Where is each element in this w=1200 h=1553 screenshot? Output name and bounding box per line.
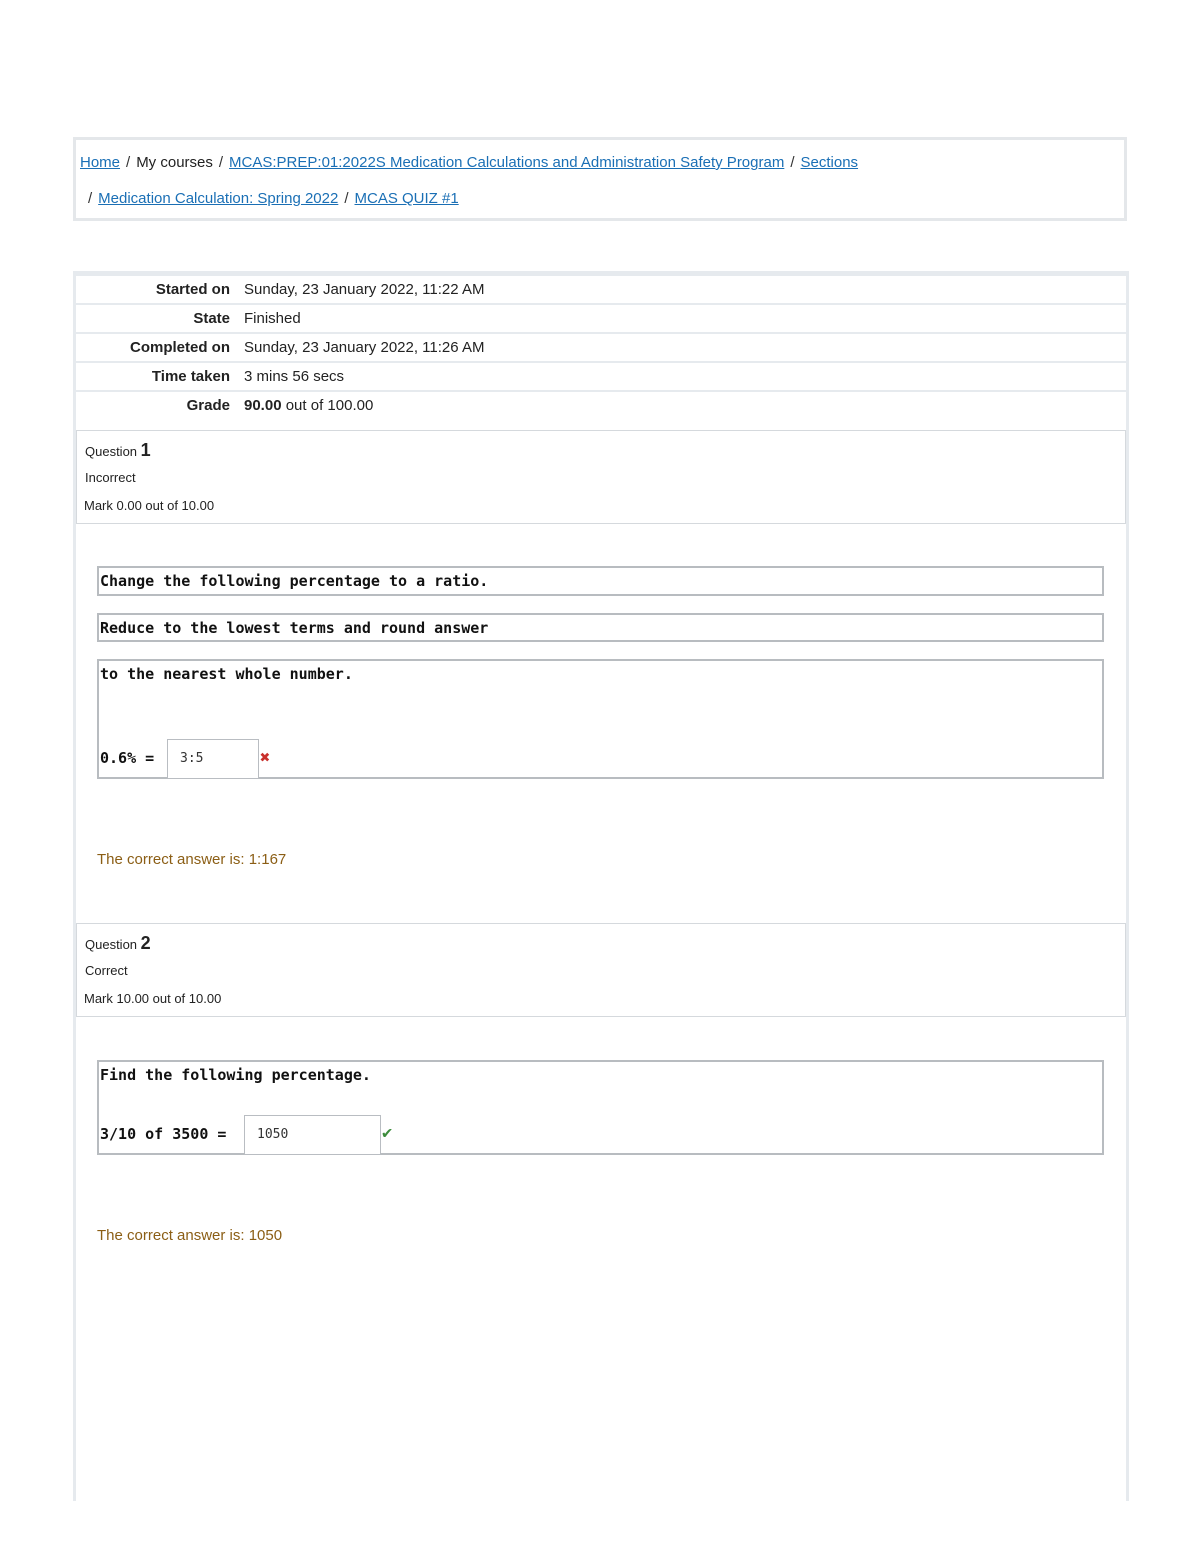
summary-value: 3 mins 56 secs	[244, 368, 345, 385]
grade-score: 90.00	[244, 397, 282, 414]
summary-value: Finished	[244, 310, 301, 327]
question-text: Change the following percentage to a ratio.	[100, 572, 489, 590]
question-info-2	[76, 923, 1126, 1017]
question-mark: Mark 0.00 out of 10.00	[84, 498, 215, 513]
answer-input[interactable]: 1050	[244, 1115, 381, 1155]
question-text: Reduce to the lowest terms and round answer	[100, 619, 489, 637]
breadcrumb-my-courses: My courses	[136, 154, 213, 171]
attempt-summary-table	[76, 276, 1126, 422]
correct-answer-feedback: The correct answer is: 1:167	[97, 851, 287, 868]
question-state: Incorrect	[85, 470, 136, 485]
breadcrumb-separator: /	[218, 154, 224, 171]
cross-icon: ✖	[260, 748, 271, 768]
summary-label: Started on	[155, 281, 230, 298]
answer-input[interactable]: 3:5	[167, 739, 259, 779]
question-answer-box	[97, 659, 1104, 779]
summary-value: Sunday, 23 January 2022, 11:22 AM	[244, 281, 485, 298]
breadcrumb-line-1	[80, 154, 858, 171]
question-text: to the nearest whole number.	[100, 665, 353, 683]
grade-label: Grade	[186, 397, 230, 414]
question-prefix: Question	[85, 444, 141, 459]
question-text-box	[97, 566, 1104, 596]
question-number	[85, 933, 151, 954]
question-text-box	[97, 613, 1104, 642]
question-info-1	[76, 430, 1126, 524]
question-answer-box	[97, 1060, 1104, 1155]
summary-label: State	[193, 310, 230, 327]
question-prefix: Question	[85, 937, 141, 952]
breadcrumb-separator: /	[88, 190, 93, 207]
breadcrumb-separator: /	[126, 154, 131, 171]
breadcrumb-quiz-link[interactable]: MCAS QUIZ #1	[354, 190, 459, 207]
grade-out-of: out of 100.00	[281, 397, 374, 414]
question-prompt: 0.6% =	[100, 749, 155, 767]
question-number-value: 2	[140, 933, 151, 953]
summary-row-started	[76, 276, 1126, 305]
question-number	[85, 440, 151, 461]
breadcrumb-section-link[interactable]: Medication Calculation: Spring 2022	[98, 190, 339, 207]
summary-label: Time taken	[151, 368, 230, 385]
check-icon: ✔	[382, 1123, 393, 1143]
question-state: Correct	[85, 963, 128, 978]
breadcrumb-separator: /	[344, 190, 349, 207]
grade-value	[244, 397, 373, 414]
breadcrumb-course-link[interactable]: MCAS:PREP:01:2022S Medication Calculations and Administration Safety Program	[229, 154, 785, 171]
breadcrumb-home-link[interactable]: Home	[80, 154, 121, 171]
correct-answer-feedback: The correct answer is: 1050	[97, 1227, 283, 1244]
breadcrumb-line-2	[88, 190, 459, 207]
summary-value: Sunday, 23 January 2022, 11:26 AM	[244, 339, 485, 356]
summary-row-completed	[76, 334, 1126, 363]
question-text: Find the following percentage.	[100, 1066, 371, 1084]
breadcrumb	[73, 137, 1127, 221]
summary-row-grade	[76, 392, 1126, 422]
question-number-value: 1	[140, 440, 151, 460]
summary-label: Completed on	[130, 339, 230, 356]
question-mark: Mark 10.00 out of 10.00	[84, 991, 222, 1006]
breadcrumb-separator: /	[790, 154, 795, 171]
summary-row-time-taken	[76, 363, 1126, 392]
summary-row-state	[76, 305, 1126, 334]
question-prompt: 3/10 of 3500 =	[100, 1125, 227, 1143]
breadcrumb-sections-link[interactable]: Sections	[800, 154, 859, 171]
